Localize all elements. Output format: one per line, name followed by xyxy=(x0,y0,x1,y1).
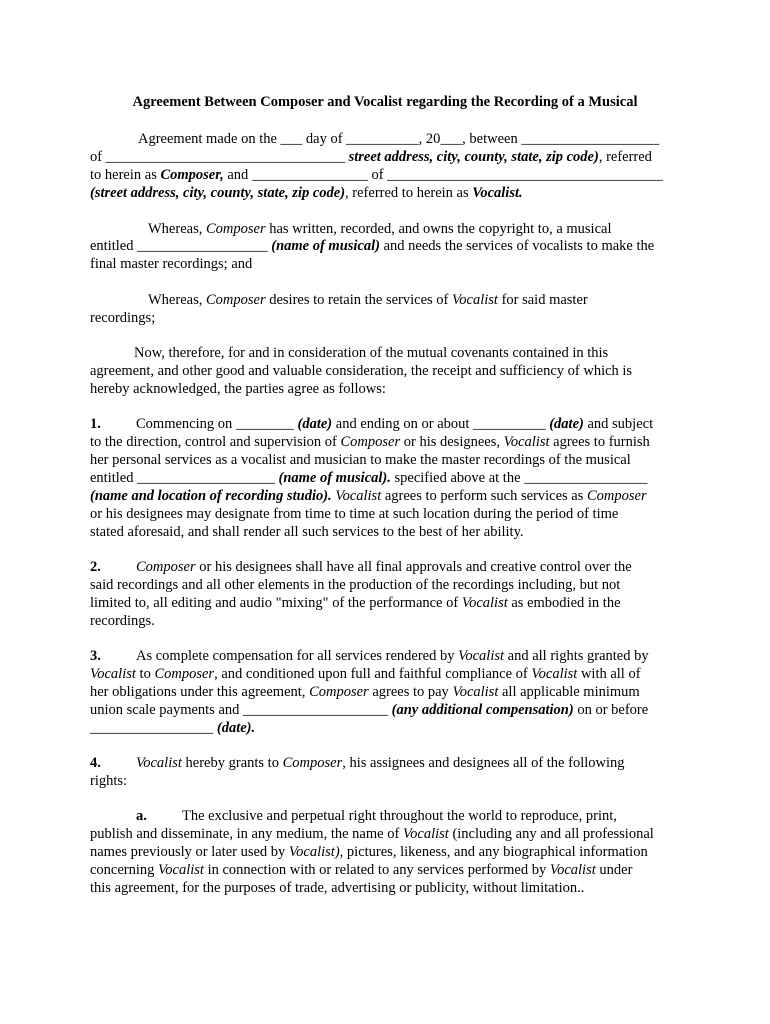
text: (street address, city, county, state, zip code) xyxy=(90,185,346,201)
whereas-line xyxy=(90,237,654,255)
document-title: Agreement Between Composer and Vocalist regarding the Recording of a Musical xyxy=(132,94,638,110)
section-line xyxy=(90,701,648,719)
text: concerning xyxy=(90,862,159,878)
text: or his designees shall have all final approvals and creative control over the xyxy=(195,559,632,575)
section-line xyxy=(90,861,632,879)
whereas-line xyxy=(148,291,588,309)
section-line: stated aforesaid, and shall render all such services to the best of her ability. xyxy=(90,524,524,540)
text: and ________________ of ______________________________________ xyxy=(223,167,663,183)
section-line: said recordings and all other elements in the production of the recordings including, but not xyxy=(90,577,621,593)
section-line xyxy=(90,469,647,487)
whereas-line xyxy=(148,220,611,238)
paragraph-line: agreement, and other good and valuable consideration, the receipt and sufficiency of which is xyxy=(90,363,633,379)
text: on or before xyxy=(573,702,649,718)
section-number: 1. xyxy=(90,416,101,432)
text: Vocalist xyxy=(458,648,505,664)
text: and ending on or about __________ xyxy=(332,416,550,432)
text: entitled __________________ xyxy=(90,238,272,254)
text: desires to retain the services of xyxy=(265,292,453,308)
section-number: a. xyxy=(136,808,147,824)
text: agrees to furnish xyxy=(549,434,650,450)
text: , referred xyxy=(598,149,652,165)
text: or his designees, xyxy=(400,434,504,450)
paragraph-line: Now, therefore, for and in consideration of the mutual covenants contained in this xyxy=(134,345,609,361)
section-line xyxy=(90,594,621,612)
section-line xyxy=(90,843,648,861)
text: union scale payments and ____________________ xyxy=(90,702,392,718)
section-number: 4. xyxy=(90,755,101,771)
text: for said master xyxy=(497,292,588,308)
text: agrees to perform such services as xyxy=(381,488,587,504)
text: Composer xyxy=(205,292,266,308)
text: Vocalist) xyxy=(288,844,340,860)
text: in connection with or related to any services performed by xyxy=(203,862,550,878)
text: street address, city, county, state, zip code) xyxy=(348,149,599,165)
section-number: 2. xyxy=(90,559,101,575)
section-line xyxy=(90,754,625,772)
text: (name of musical). xyxy=(278,470,391,486)
text: Commencing on ________ xyxy=(136,416,298,432)
text: Whereas, xyxy=(148,221,206,237)
text: (date). xyxy=(216,720,256,736)
section-line xyxy=(136,807,617,825)
text: Vocalist xyxy=(549,862,596,878)
text: The exclusive and perpetual right throughout the world to reproduce, print, xyxy=(182,808,617,824)
text: Vocalist xyxy=(503,434,550,450)
section-line: her personal services as a vocalist and musician to make the master recordings of the musical xyxy=(90,452,631,468)
text: and needs the services of vocalists to make the xyxy=(380,238,655,254)
text: with all of xyxy=(577,666,641,682)
section-line xyxy=(90,665,641,683)
text: to herein as xyxy=(90,167,161,183)
text: Composer xyxy=(309,684,369,700)
text: of _________________________________ xyxy=(90,149,349,165)
text: , pictures, likeness, and any biographical information xyxy=(339,844,648,860)
text: to xyxy=(135,666,155,682)
text: Composer xyxy=(205,221,266,237)
intro-line xyxy=(90,184,523,202)
text: agrees to pay xyxy=(368,684,453,700)
text: Vocalist xyxy=(335,488,382,504)
text: specified above at the _________________ xyxy=(390,470,648,486)
text: Vocalist xyxy=(402,826,449,842)
text: to the direction, control and supervision of xyxy=(90,434,341,450)
text: hereby grants to xyxy=(181,755,283,771)
section-line xyxy=(90,719,255,737)
text: her obligations under this agreement, xyxy=(90,684,310,700)
text: Composer xyxy=(586,488,647,504)
text: , his assignees and designees all of the following xyxy=(342,755,625,771)
section-line xyxy=(90,825,654,843)
text: limited to, all editing and audio "mixing" of the performance of xyxy=(90,595,462,611)
text: Vocalist xyxy=(158,862,204,878)
section-line: this agreement, for the purposes of trade, advertising or publicity, without limitation.. xyxy=(90,880,585,896)
text: Vocalist xyxy=(461,595,508,611)
whereas-line: recordings; xyxy=(90,310,156,326)
text: entitled ___________________ xyxy=(90,470,279,486)
section-line xyxy=(90,683,640,701)
text: Composer, xyxy=(160,167,224,183)
section-number: 3. xyxy=(90,648,101,664)
section-line: recordings. xyxy=(90,613,155,629)
section-line xyxy=(90,487,647,505)
text: (including any and all professional xyxy=(448,826,654,842)
text: and all rights granted by xyxy=(504,648,649,664)
intro-line: Agreement made on the ___ day of __________, 20___, between ___________________ xyxy=(138,131,660,147)
text: as embodied in the xyxy=(507,595,621,611)
text: names previously or later used by xyxy=(90,844,289,860)
section-line xyxy=(90,558,632,576)
text: (name of musical) xyxy=(271,238,380,254)
text: (date) xyxy=(297,416,333,432)
intro-line xyxy=(90,148,652,166)
text: Vocalist xyxy=(136,755,182,771)
text: _________________ xyxy=(90,720,217,736)
text: Vocalist xyxy=(90,666,136,682)
section-line: rights: xyxy=(90,773,128,789)
intro-line xyxy=(90,166,663,184)
whereas-line: final master recordings; and xyxy=(90,256,253,272)
text: has written, recorded, and owns the copyright to, a musical xyxy=(265,221,612,237)
text: Composer xyxy=(282,755,343,771)
text: all applicable minimum xyxy=(498,684,640,700)
text: (date) xyxy=(549,416,584,432)
section-line: or his designees may designate from time to time at such location during the period of time xyxy=(90,506,619,522)
text: under xyxy=(595,862,633,878)
text: Composer xyxy=(340,434,401,450)
text: Vocalist xyxy=(531,666,578,682)
text: Vocalist xyxy=(452,684,499,700)
section-line xyxy=(90,433,650,451)
text: publish and disseminate, in any medium, the name of xyxy=(90,826,403,842)
text: , referred to herein as xyxy=(345,185,473,201)
section-line xyxy=(90,415,653,433)
section-line xyxy=(90,647,649,665)
text: (any additional compensation) xyxy=(391,702,574,718)
text: Vocalist. xyxy=(472,185,523,201)
text: and subject xyxy=(583,416,654,432)
paragraph-line: hereby acknowledged, the parties agree as follows: xyxy=(90,381,386,397)
text: Whereas, xyxy=(148,292,206,308)
text: As complete compensation for all services rendered by xyxy=(136,648,459,664)
text: (name and location of recording studio). xyxy=(90,488,332,504)
text: , and conditioned upon full and faithful compliance of xyxy=(214,666,532,682)
text: Composer xyxy=(136,559,196,575)
text: Vocalist xyxy=(452,292,498,308)
text: Composer xyxy=(154,666,215,682)
